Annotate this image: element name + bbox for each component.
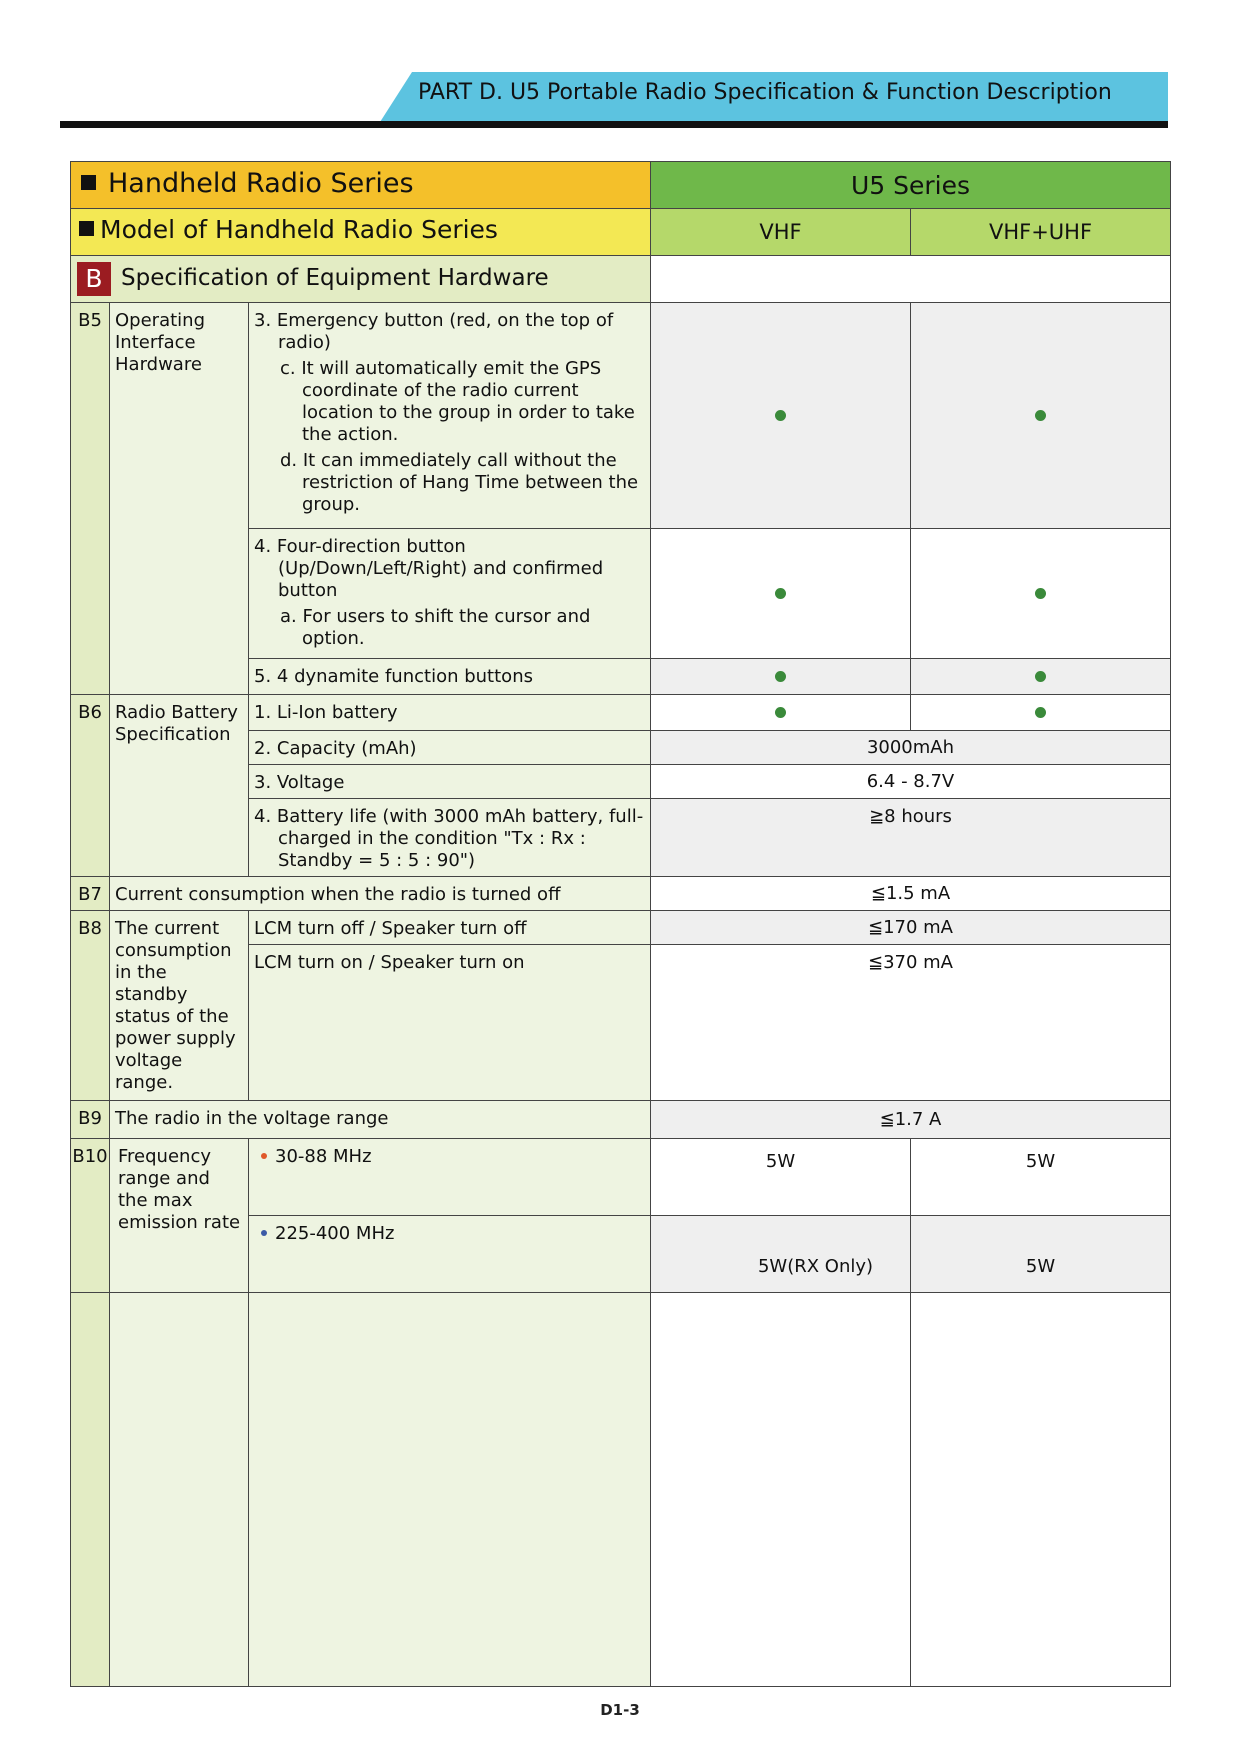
- b5-item-3c: c. It will automatically emit the GPS coordinate of the radio current location to the group in order to take the action.: [280, 358, 635, 445]
- b8-lcm-off-value: ≦170 mA: [651, 911, 1171, 945]
- b5-function-buttons: 5. 4 dynamite function buttons: [249, 659, 651, 695]
- header-rule: [60, 121, 1168, 128]
- orange-bullet-icon: [261, 1153, 267, 1159]
- b6-battery-life-value: ≧8 hours: [651, 799, 1171, 877]
- b5-item-3: 3. Emergency button (red, on the top of radio): [254, 310, 614, 353]
- b10-range2: 225-400 MHz: [275, 1223, 395, 1244]
- b8-lcm-on-value: ≦370 mA: [651, 945, 1171, 1101]
- empty-vhf-uhf-cell: [911, 1293, 1171, 1687]
- empty-desc-cell: [249, 1293, 651, 1687]
- b10-r2-vhf: 5W(RX Only): [651, 1216, 911, 1293]
- b10-range2-cell: [249, 1216, 651, 1293]
- model-label: Model of Handheld Radio Series: [100, 215, 498, 244]
- b6-r1-vhf-uhf: [911, 695, 1171, 731]
- b6-li-ion: 1. Li-Ion battery: [249, 695, 651, 731]
- supported-dot-icon: [1035, 707, 1046, 718]
- b6-capacity-value: 3000mAh: [651, 731, 1171, 765]
- supported-dot-icon: [1035, 410, 1046, 421]
- b5-r1-vhf-uhf: [911, 303, 1171, 529]
- supported-dot-icon: [1035, 588, 1046, 599]
- b10-r1-vhf-uhf: 5W: [911, 1139, 1171, 1216]
- page-header-title: PART D. U5 Portable Radio Specification & Function Description: [418, 80, 1112, 105]
- category-b10: Frequency range and the max emission rate: [110, 1139, 249, 1293]
- row-id-b8: B8: [71, 911, 110, 1101]
- empty-id-cell: [71, 1293, 110, 1687]
- b8-lcm-off: LCM turn off / Speaker turn off: [249, 911, 651, 945]
- b5-item-3d: d. It can immediately call without the restriction of Hang Time between the group.: [280, 450, 639, 515]
- b6-battery-life: 4. Battery life (with 3000 mAh battery, full-charged in the condition "Tx : Rx : Standby = 5 : 5 : 90"): [254, 806, 644, 871]
- category-b5: Operating Interface Hardware: [110, 303, 249, 695]
- model-vhf: VHF: [651, 209, 911, 256]
- b6-voltage: 3. Voltage: [249, 765, 651, 799]
- supported-dot-icon: [775, 410, 786, 421]
- b10-r2-vhf-uhf: 5W: [911, 1216, 1171, 1293]
- page-number: D1-3: [600, 1701, 640, 1719]
- b5-r1-vhf: [651, 303, 911, 529]
- section-title: Specification of Equipment Hardware: [121, 265, 549, 291]
- b5-item-4a: a. For users to shift the cursor and option.: [280, 606, 591, 649]
- b6-capacity: 2. Capacity (mAh): [249, 731, 651, 765]
- section-header: [71, 256, 651, 303]
- supported-dot-icon: [775, 588, 786, 599]
- row-id-b5: B5: [71, 303, 110, 695]
- b10-r1-vhf: 5W: [651, 1139, 911, 1216]
- b5-emergency-button-desc: [249, 303, 651, 529]
- b7-desc: Current consumption when the radio is turned off: [110, 877, 651, 911]
- b5-item-4: 4. Four-direction button (Up/Down/Left/Right) and confirmed button: [254, 536, 604, 601]
- series-value: U5 Series: [651, 162, 1171, 209]
- row-id-b10: B10: [71, 1139, 110, 1293]
- spec-table: [70, 161, 1171, 1687]
- blue-bullet-icon: [261, 1230, 267, 1236]
- b6-voltage-value: 6.4 - 8.7V: [651, 765, 1171, 799]
- section-badge: B: [77, 262, 111, 296]
- b9-value: ≦1.7 A: [651, 1101, 1171, 1139]
- supported-dot-icon: [775, 707, 786, 718]
- b5-r2-vhf: [651, 529, 911, 659]
- b10-range1-cell: [249, 1139, 651, 1216]
- empty-category-cell: [110, 1293, 249, 1687]
- b6-r1-vhf: [651, 695, 911, 731]
- b5-r3-vhf-uhf: [911, 659, 1171, 695]
- series-label: Handheld Radio Series: [108, 168, 414, 199]
- row-id-b7: B7: [71, 877, 110, 911]
- empty-vhf-cell: [651, 1293, 911, 1687]
- section-blank: [651, 256, 1171, 303]
- square-bullet-icon: [81, 175, 96, 190]
- series-label-cell: [71, 162, 651, 209]
- b6-battery-life-cell: [249, 799, 651, 877]
- square-bullet-icon: [79, 221, 94, 236]
- row-id-b6: B6: [71, 695, 110, 877]
- b5-four-direction-desc: [249, 529, 651, 659]
- b10-range1: 30-88 MHz: [275, 1146, 372, 1167]
- b7-value: ≦1.5 mA: [651, 877, 1171, 911]
- category-b6: Radio Battery Specification: [110, 695, 249, 877]
- b5-r3-vhf: [651, 659, 911, 695]
- b9-desc: The radio in the voltage range: [110, 1101, 651, 1139]
- supported-dot-icon: [775, 671, 786, 682]
- model-vhf-uhf: VHF+UHF: [911, 209, 1171, 256]
- b8-lcm-on: LCM turn on / Speaker turn on: [249, 945, 651, 1101]
- row-id-b9: B9: [71, 1101, 110, 1139]
- model-label-cell: [71, 209, 651, 256]
- category-b8: The current consumption in the standby status of the power supply voltage range.: [110, 911, 249, 1101]
- supported-dot-icon: [1035, 671, 1046, 682]
- b5-r2-vhf-uhf: [911, 529, 1171, 659]
